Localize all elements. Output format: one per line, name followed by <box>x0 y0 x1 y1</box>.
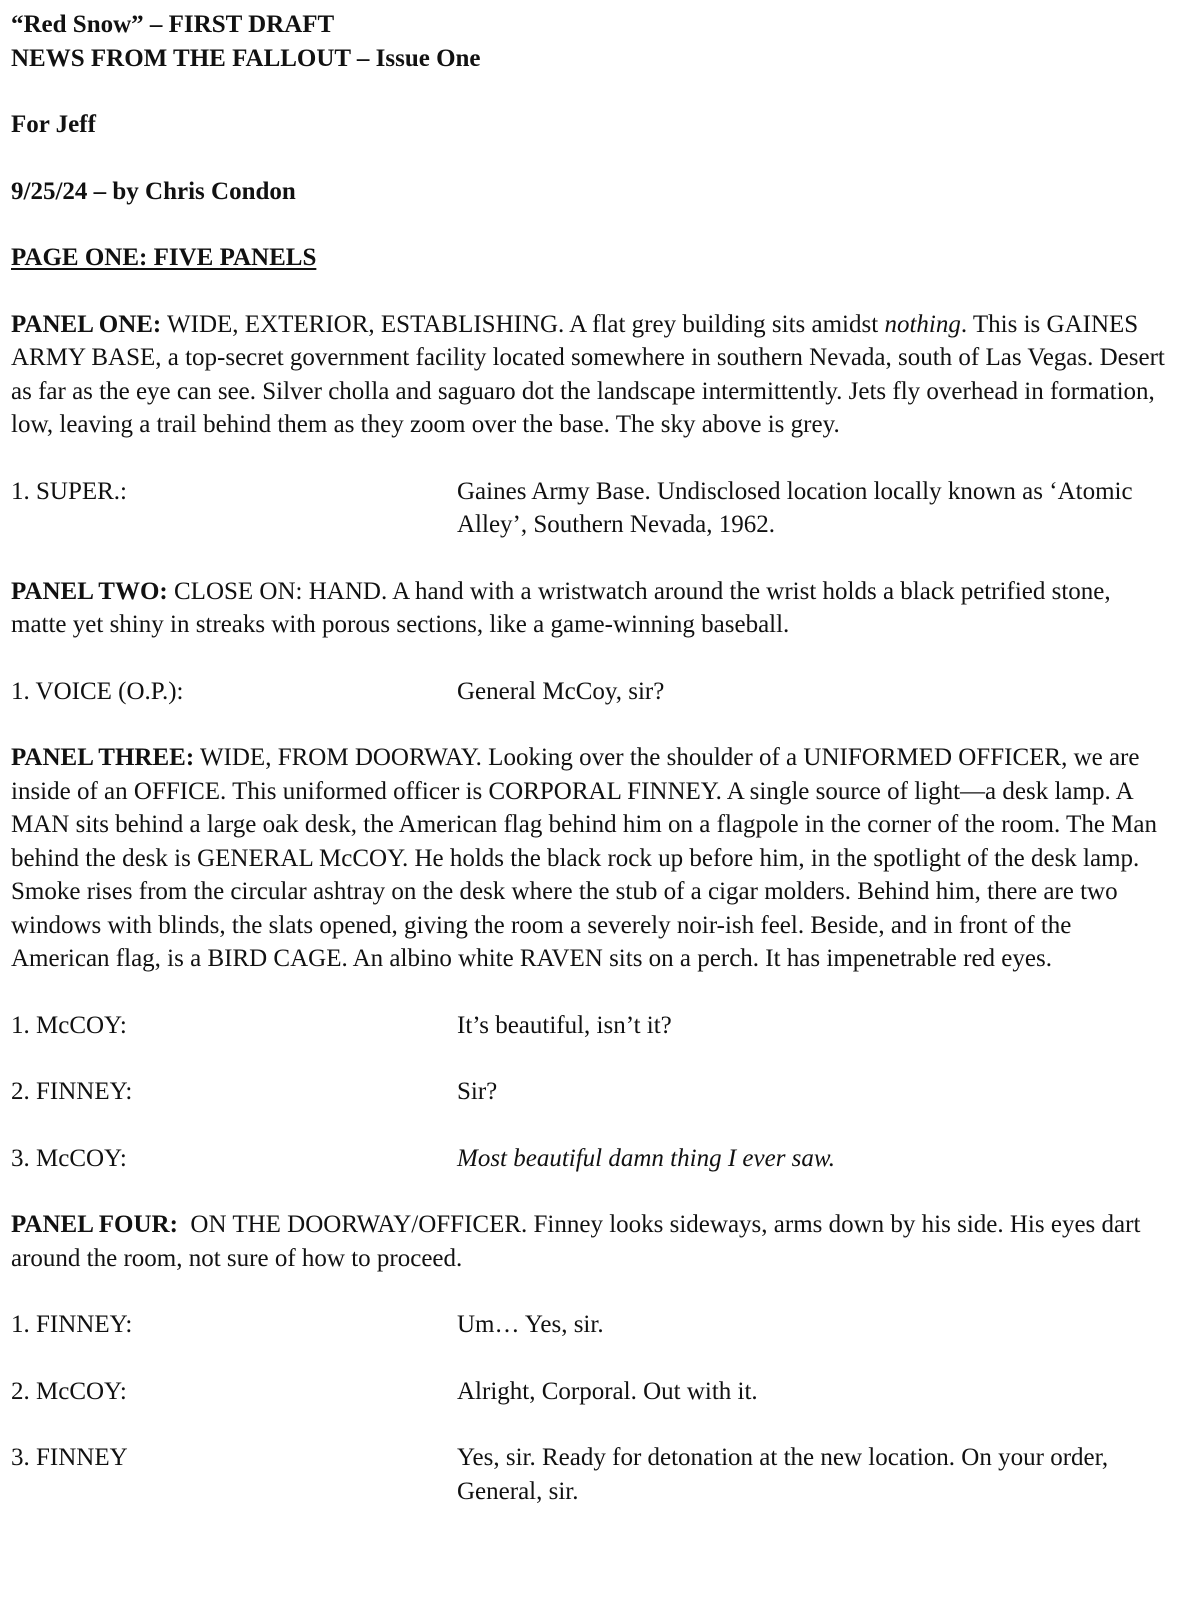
dialogue-line <box>11 1375 1170 1409</box>
dialogue-text: Gaines Army Base. Undisclosed location locally known as ‘Atomic Alley’, Southern Nevada, 1962. <box>457 477 1133 538</box>
panel-three-text: WIDE, FROM DOORWAY. Looking over the shoulder of a UNIFORMED OFFICER, we are inside of an OFFICE. This uniformed officer is CORPORAL FINNEY. A single source of light—a desk lamp. A MAN sits behind a large oak desk, the American flag behind him on a flagpole in the corner of the room. The Man behind the desk is GENERAL McCOY. He holds the black rock up before him, in the spotlight of the desk lamp. Smoke rises from the circular ashtray on the desk where the stub of a cigar molders. Behind him, there are two windows with blinds, the slats opened, giving the room a severely noir-ish feel. Beside, and in front of the American flag, is a BIRD CAGE. An albino white RAVEN sits on a perch. It has impenetrable red eyes. <box>11 744 1157 972</box>
dialogue-line <box>11 1308 1170 1342</box>
dialogue-speaker: 3. McCOY: <box>11 1144 127 1172</box>
panel-three-label: PANEL THREE: <box>11 744 195 771</box>
dialogue-speaker: 3. FINNEY <box>11 1444 128 1471</box>
page-heading: PAGE ONE: FIVE PANELS <box>11 244 317 271</box>
dialogue-text: Alright, Corporal. Out with it. <box>457 1377 758 1405</box>
issue-title: NEWS FROM THE FALLOUT – Issue One <box>11 44 481 72</box>
panel-two-description <box>11 575 1170 642</box>
dialogue-text: It’s beautiful, isn’t it? <box>457 1011 672 1039</box>
dialogue-speaker: 1. McCOY: <box>11 1011 127 1039</box>
dialogue-text: Sir? <box>457 1078 498 1105</box>
dialogue-text: General McCoy, sir? <box>457 677 665 705</box>
panel-three-description <box>11 741 1170 976</box>
dialogue-line <box>11 675 1170 709</box>
dialogue-line <box>11 1441 1170 1508</box>
dialogue-speaker: 2. McCOY: <box>11 1377 127 1405</box>
panel-one-description <box>11 308 1170 442</box>
dialogue-speaker: 1. VOICE (O.P.): <box>11 677 184 705</box>
panel-two-text: CLOSE ON: HAND. A hand with a wristwatch around the wrist holds a black petrified stone, matte yet shiny in streaks with porous sections, like a game-winning baseball. <box>11 577 1111 638</box>
dialogue-text: Yes, sir. Ready for detonation at the new location. On your order, General, sir. <box>457 1444 1109 1505</box>
panel-four-label: PANEL FOUR: <box>11 1211 178 1238</box>
panel-one-label: PANEL ONE: <box>11 310 162 338</box>
dialogue-text: Most beautiful damn thing I ever saw. <box>457 1144 835 1172</box>
panel-two-label: PANEL TWO: <box>11 577 168 605</box>
panel-one-text-before: WIDE, EXTERIOR, ESTABLISHING. A flat grey building sits amidst <box>161 310 885 338</box>
panel-four-description <box>11 1208 1170 1275</box>
dialogue-speaker: 2. FINNEY: <box>11 1078 133 1105</box>
panel-four-text: ON THE DOORWAY/OFFICER. Finney looks sideways, arms down by his side. His eyes dart around the room, not sure of how to proceed. <box>11 1211 1147 1272</box>
panel-one-text-italic: nothing <box>884 310 961 338</box>
script-title: “Red Snow” – FIRST DRAFT <box>11 11 335 38</box>
dialogue-speaker: 1. SUPER.: <box>11 477 128 505</box>
dedication: For Jeff <box>11 111 96 138</box>
dialogue-line <box>11 1075 1170 1109</box>
panel-one-text-after: . This is GAINES ARMY BASE, a top-secret government facility located somewhere in southern Nevada, south of Las Vegas. Desert as far as the eye can see. Silver cholla and saguaro dot the landscape intermittently. Jets fly overhead in formation, low, leaving a trail behind them as they zoom over the base. The sky above is grey. <box>11 310 1165 438</box>
dialogue-speaker: 1. FINNEY: <box>11 1311 133 1338</box>
dialogue-line <box>11 1009 1170 1043</box>
dialogue-line <box>11 1142 1170 1176</box>
date-author-line: 9/25/24 – by Chris Condon <box>11 177 296 205</box>
dialogue-text: Um… Yes, sir. <box>457 1311 604 1338</box>
dialogue-line <box>11 475 1170 542</box>
